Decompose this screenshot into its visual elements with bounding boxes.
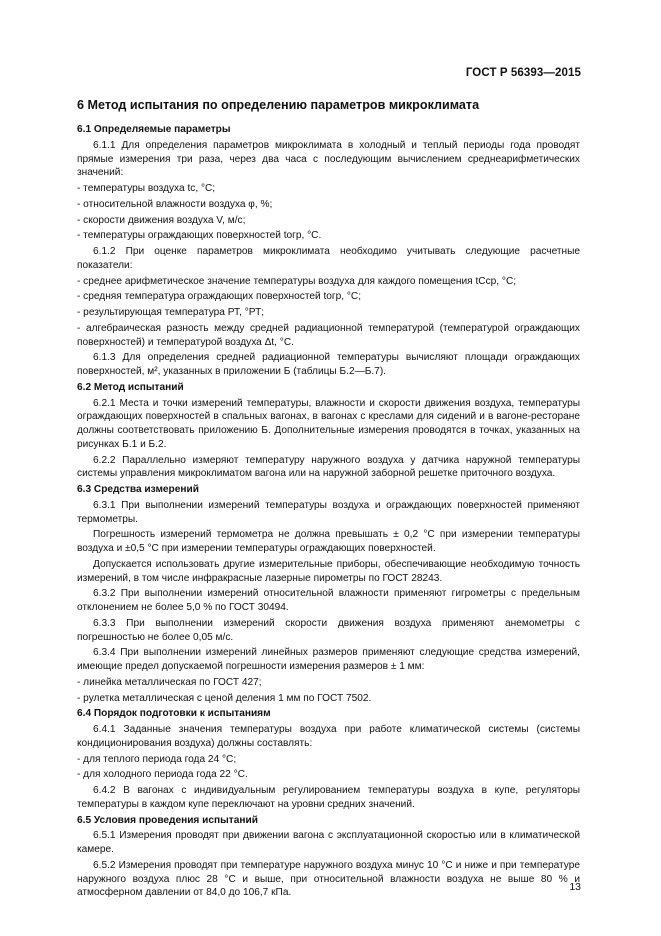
paragraph-6-5-2: 6.5.2 Измерения проводят при температуре наружного воздуха минус 10 °С и ниже и при температуре наружного воздуха плюс 28 °С и выше, при относительной влажности воздуха не выше 80 % и атмосферном давлении от 84,0 до 106,7 кПа. (77, 859, 580, 899)
paragraph-6-4-2: 6.4.2 В вагонах с индивидуальным регулированием температуры воздуха в купе, регуляторы температуры в каждом купе переключают на уровни средних значений. (77, 785, 580, 810)
subsection-6-3-heading: 6.3 Средства измерений (77, 484, 199, 495)
list-item: - линейка металлическая по ГОСТ 427; (77, 676, 262, 688)
paragraph-6-3-1: 6.3.1 При выполнении измерений температуры воздуха и ограждающих поверхностей применяют термометры. (77, 499, 580, 525)
page-content (77, 98, 580, 902)
paragraph-6-3-3: 6.3.3 При выполнении измерений скорости движения воздуха применяют анемометры с погрешностью не более 0,05 м/с. (77, 617, 580, 643)
paragraph-6-3-2: 6.3.2 При выполнении измерений относительной влажности применяют гигрометры с предельным отклонением не более 5,0 % по ГОСТ 30494. (77, 588, 580, 613)
paragraph-6-5-1: 6.5.1 Измерения проводят при движении вагона с эксплуатационной скоростью или в климатической камере. (77, 830, 580, 855)
section-6-title: 6 Метод испытания по определению параметров микроклимата (77, 98, 480, 112)
list-item: - алгебраическая разность между средней радиационной температурой (температурой ограждающих поверхностей) и температурой воздуха Δt, °С. (77, 322, 580, 348)
paragraph-6-4-1: 6.4.1 Заданные значения температуры воздуха при работе климатической системы (системы кондиционирования воздуха) должны составлять: (77, 724, 580, 749)
list-item: - температуры ограждающих поверхностей tогр, °С. (77, 230, 322, 242)
paragraph-6-3-1-accuracy: Погрешность измерений термометра не должна превышать ± 0,2 °С при измерении температуры воздуха и ±0,5 °С при измерении температуры ограждающих поверхностей. (77, 529, 580, 554)
page-number: 13 (569, 881, 581, 893)
paragraph-6-1-3: 6.1.3 Для определения средней радиационной температуры вычисляют площади ограждающих поверхностей, м², указанных в приложении Б (таблицы Б.2—Б.7). (77, 352, 580, 377)
list-item: - для теплого периода года 24 °С; (77, 753, 237, 765)
subsection-6-2-heading: 6.2 Метод испытаний (77, 381, 184, 393)
list-item: - для холодного периода года 22 °С. (77, 769, 248, 781)
document-id: ГОСТ Р 56393—2015 (465, 67, 581, 79)
list-item: - средняя температура ограждающих поверхностей tогр, °С; (77, 291, 362, 303)
list-item: - температуры воздуха tс, °С; (77, 183, 216, 194)
list-item: - относительной влажности воздуха φ, %; (77, 198, 273, 210)
paragraph-6-1-1: 6.1.1 Для определения параметров микроклимата в холодный и теплый периоды года проводят прямые измерения три раза, через два часа с последующим вычислением среднеарифметических значений: (77, 139, 580, 179)
subsection-6-4-heading: 6.4 Порядок подготовки к испытаниям (77, 708, 271, 720)
list-item: - среднее арифметическое значение температуры воздуха для каждого помещения tСср, °С; (77, 275, 517, 287)
paragraph-6-1-2: 6.1.2 При оценке параметров микроклимата необходимо учитывать следующие расчетные показатели: (77, 246, 580, 271)
paragraph-6-2-2: 6.2.2 Параллельно измеряют температуру наружного воздуха у датчика наружной температуры системы управления микроклиматом вагона или на наружной заборной решетке приточного воздуха. (77, 454, 580, 480)
paragraph-6-3-4: 6.3.4 При выполнении измерений линейных размеров применяют следующие средства измерений, имеющие предел допускаемой погрешности измерения размеров ± 1 мм: (77, 647, 580, 672)
list-item: - рулетка металлическая с ценой деления 1 мм по ГОСТ 7502. (77, 692, 372, 704)
list-item: - результирующая температура РТ, °РТ; (77, 307, 265, 318)
subsection-6-5-heading: 6.5 Условия проведения испытаний (77, 814, 258, 826)
list-item: - скорости движения воздуха V, м/с; (77, 214, 246, 226)
subsection-6-1-heading: 6.1 Определяемые параметры (77, 124, 231, 135)
paragraph-6-2-1: 6.2.1 Места и точки измерений температуры, влажности и скорости движения воздуха, температуры ограждающих поверхностей в спальных вагонах, в вагонах с креслами для сидений и в вагоне-ресторане должны соответствовать приложению Б. Дополнительные измерения проводятся в точках, указанных на рисунках Б.1 и Б.2. (77, 397, 580, 450)
paragraph-6-3-1-alternatives: Допускается использовать другие измерительные приборы, обеспечивающие необходимую точность измерений, в том числе инфракрасные лазерные пирометры по ГОСТ 28243. (77, 558, 580, 584)
